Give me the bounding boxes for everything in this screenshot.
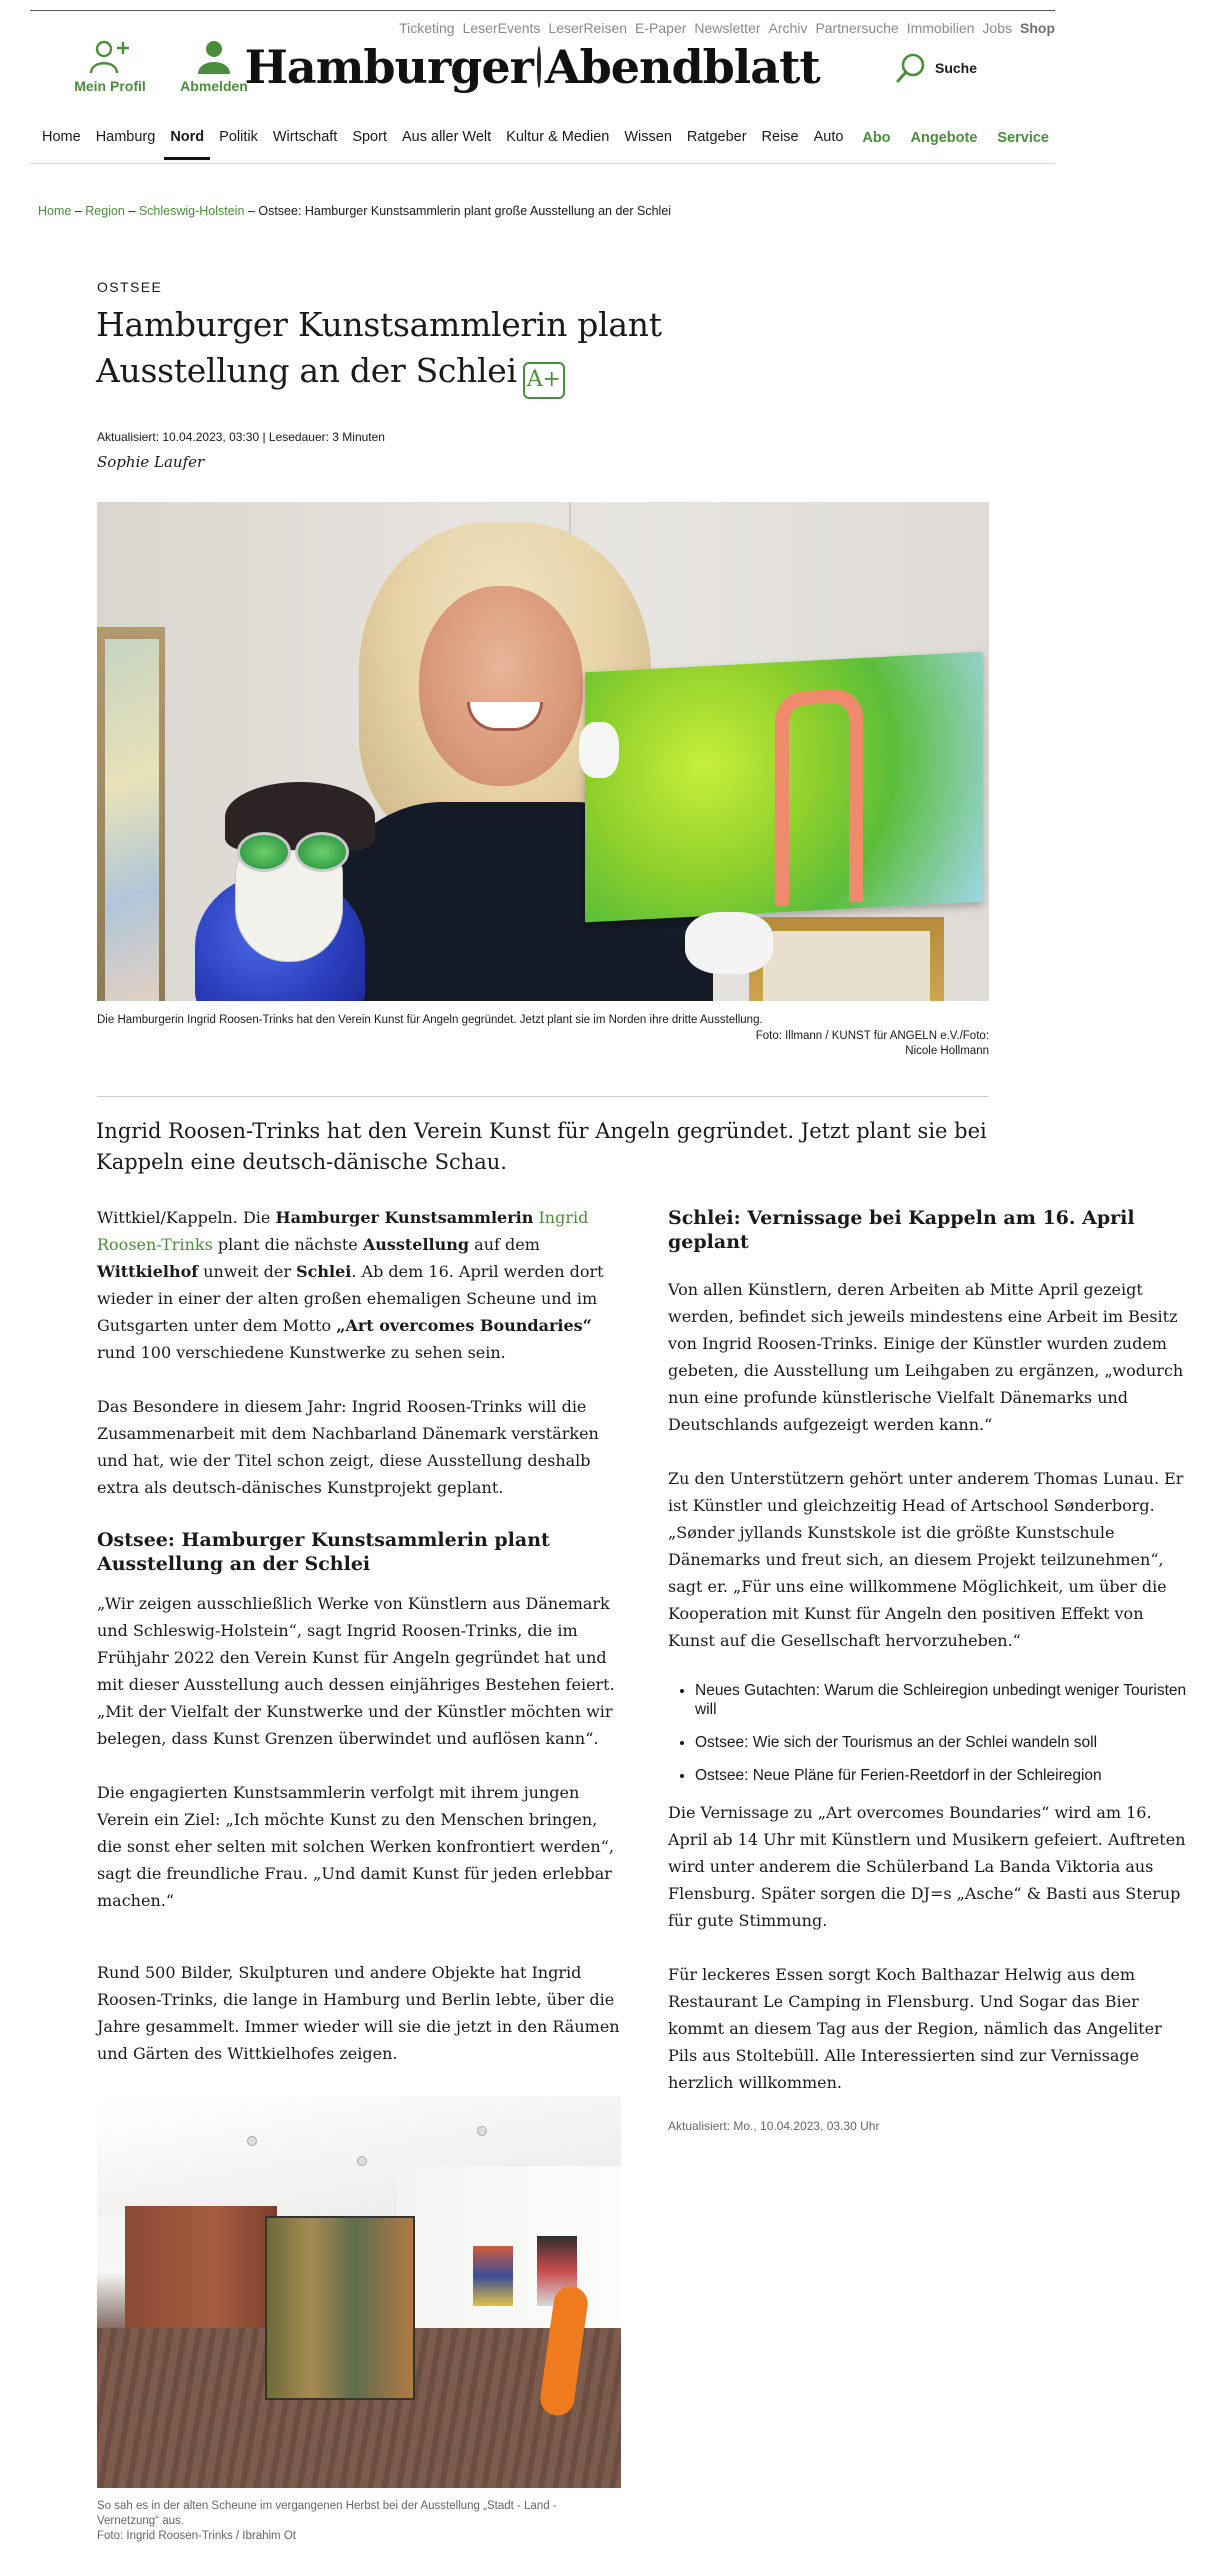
image-detail bbox=[579, 722, 619, 778]
headline-text: Hamburger Kunstsammlerin plant Ausstellung an der Schlei bbox=[96, 305, 662, 390]
article-author[interactable]: Sophie Laufer bbox=[97, 453, 205, 471]
text: auf dem bbox=[469, 1235, 540, 1254]
nav-item-shop[interactable]: Angebote bbox=[910, 130, 978, 146]
nav-divider bbox=[30, 163, 1055, 164]
breadcrumb-separator: – bbox=[74, 204, 82, 218]
user-plus-icon bbox=[89, 40, 131, 74]
caption-text: So sah es in der alten Scheune im vergangenen Herbst bei der Ausstellung „Stadt - Land - Vernetzung“ aus. bbox=[97, 2500, 557, 2527]
article-divider bbox=[97, 1096, 989, 1097]
article-meta: Aktualisiert: 10.04.2023, 03:30 | Lesedauer: 3 Minuten bbox=[97, 430, 385, 444]
service-nav-item[interactable]: Immobilien bbox=[906, 20, 975, 36]
breadcrumb-region[interactable]: Region bbox=[85, 204, 125, 218]
logo-text-right: Abendblatt bbox=[544, 40, 820, 94]
nav-item[interactable]: Reise bbox=[761, 129, 799, 145]
nav-item[interactable]: Kultur & Medien bbox=[506, 129, 610, 145]
text-bold: Schlei bbox=[296, 1262, 352, 1281]
text-bold: Hamburger Kunstsammlerin bbox=[275, 1208, 534, 1227]
breadcrumb-state[interactable]: Schleswig-Holstein bbox=[138, 204, 245, 218]
related-article-link[interactable]: • Ostsee: Wie sich der Tourismus an der Schlei wandeln soll bbox=[695, 1733, 1192, 1752]
text: Wittkiel/Kappeln. Die bbox=[97, 1208, 276, 1227]
image-detail bbox=[97, 627, 165, 1001]
nav-item[interactable]: Sport bbox=[352, 129, 387, 145]
text-bold: Ausstellung bbox=[362, 1235, 470, 1254]
logout-link[interactable] bbox=[176, 40, 252, 94]
related-article-link[interactable]: • Ostsee: Neue Pläne für Ferien-Reetdorf in der Schleiregion bbox=[695, 1766, 1192, 1785]
caption-credit: Foto: Ingrid Roosen-Trinks / Ibrahim Ot bbox=[97, 2530, 296, 2542]
paragraph: „Wir zeigen ausschließlich Werke von Künstlern aus Dänemark und Schleswig-Holstein“, sagt Ingrid Roosen-Trinks, die im Frühjahr 2022 den Verein Kunst für Angeln gegründet hat und mit dieser Ausstellung auch dessen einjähriges Bestehen feiert. „Mit der Vielfalt der Kunstwerke und der Künstler möchten wir belegen, dass Kunst Grenzen überwindet und auflösen kann“. bbox=[97, 1594, 615, 1748]
section-heading: Schlei: Vernissage bei Kappeln am 16. April geplant bbox=[668, 1207, 1135, 1253]
image-detail bbox=[419, 586, 583, 786]
image-detail bbox=[357, 2156, 367, 2166]
hero-caption: Die Hamburgerin Ingrid Roosen-Trinks hat den Verein Kunst für Angeln gegründet. Jetzt plant sie im Norden ihre dritte Ausstellung. bbox=[97, 1014, 763, 1026]
paragraph: Das Besondere in diesem Jahr: Ingrid Roosen-Trinks will die Zusammenarbeit mit dem Nachbarland Dänemark verstärken und hat, wie der Titel schon zeigt, diese Ausstellung deshalb extra als deutsch-dänisches Kunstprojekt geplant. bbox=[97, 1397, 599, 1497]
text-bold: „Art overcomes Boundaries“ bbox=[336, 1316, 592, 1335]
person-link[interactable]: Ingrid Roosen-Trinks bbox=[97, 1208, 589, 1254]
user-icon bbox=[194, 40, 234, 74]
nav-item-shop[interactable]: Service bbox=[997, 130, 1049, 146]
image-detail bbox=[125, 2206, 277, 2336]
main-nav-sections bbox=[36, 130, 852, 160]
image-detail bbox=[585, 652, 983, 923]
header-top-rule bbox=[30, 10, 1055, 11]
image-detail bbox=[265, 2216, 415, 2400]
service-nav-item[interactable]: E-Paper bbox=[635, 20, 687, 36]
site-logo[interactable] bbox=[244, 36, 820, 98]
breadcrumb bbox=[38, 204, 671, 218]
logo-seal-icon bbox=[537, 46, 541, 88]
service-nav-item[interactable]: LeserEvents bbox=[462, 20, 541, 36]
abendblatt-plus-icon: A+ bbox=[523, 362, 565, 399]
search-button[interactable] bbox=[895, 52, 977, 84]
article-body-right bbox=[668, 1204, 1192, 2140]
article-body-left bbox=[97, 1204, 621, 2094]
nav-item[interactable]: Hamburg bbox=[95, 129, 156, 145]
service-nav-item[interactable]: Partnersuche bbox=[815, 20, 899, 36]
updated-timestamp: Aktualisiert: Mo., 10.04.2023, 03.30 Uhr bbox=[668, 2119, 880, 2133]
nav-item[interactable]: Ratgeber bbox=[686, 129, 747, 145]
image-detail bbox=[477, 2126, 487, 2136]
breadcrumb-home[interactable]: Home bbox=[38, 204, 72, 218]
related-articles-list bbox=[668, 1681, 1192, 1785]
service-nav-item[interactable]: Shop bbox=[1020, 20, 1055, 36]
article-teaser: Ingrid Roosen-Trinks hat den Verein Kunst für Angeln gegründet. Jetzt plant sie bei Kappeln eine deutsch-dänische Schau. bbox=[96, 1119, 987, 1174]
breadcrumb-separator: – bbox=[247, 204, 255, 218]
nav-item[interactable]: Nord bbox=[164, 130, 210, 160]
section-heading: Ostsee: Hamburger Kunstsammlerin plant Ausstellung an der Schlei bbox=[97, 1529, 550, 1575]
breadcrumb-separator: – bbox=[128, 204, 136, 218]
image-detail bbox=[685, 912, 773, 974]
paragraph: Für leckeres Essen sorgt Koch Balthazar Helwig aus dem Restaurant Le Camping in Flensburg. Und Sogar das Bier kommt an diesem Tag aus der Region, nämlich das Angeliter Pils aus Stoltebüll. Alle Interessierten sind zur Vernissage herzlich willkommen. bbox=[668, 1965, 1162, 2092]
nav-item[interactable]: Wirtschaft bbox=[272, 129, 338, 145]
nav-item[interactable]: Auto bbox=[813, 129, 844, 145]
barn-image-caption bbox=[97, 2499, 621, 2544]
nav-item-shop[interactable]: Abo bbox=[862, 130, 891, 146]
text: unweit der bbox=[198, 1262, 297, 1281]
image-detail bbox=[473, 2246, 513, 2306]
breadcrumb-current: Ostsee: Hamburger Kunstsammlerin plant große Ausstellung an der Schlei bbox=[258, 204, 672, 218]
paragraph: Die engagierten Kunstsammlerin verfolgt mit ihrem jungen Verein ein Ziel: „Ich möchte Kunst zu den Menschen bringen, die sonst eher selten mit solchen Werken konfrontiert werden“, sagt die freundliche Frau. „Und damit Kunst für jeden erlebbar machen.“ bbox=[97, 1783, 614, 1910]
profile-label: Mein Profil bbox=[74, 78, 146, 94]
service-nav-item[interactable]: Ticketing bbox=[399, 20, 455, 36]
nav-item[interactable]: Aus aller Welt bbox=[401, 129, 492, 145]
barn-exhibition-image[interactable] bbox=[97, 2096, 621, 2488]
image-detail bbox=[195, 792, 385, 1001]
service-nav-item[interactable]: Archiv bbox=[768, 20, 808, 36]
hero-credit: Foto: Illmann / KUNST für ANGELN e.V./Foto: Nicole Hollmann bbox=[755, 1030, 989, 1057]
paragraph bbox=[97, 1204, 621, 1366]
search-label: Suche bbox=[935, 60, 978, 76]
nav-item[interactable]: Politik bbox=[219, 129, 258, 145]
main-nav-shop bbox=[862, 130, 1049, 146]
nav-item[interactable]: Home bbox=[42, 129, 81, 145]
article-headline bbox=[96, 302, 736, 399]
service-nav-item[interactable]: LeserReisen bbox=[548, 20, 628, 36]
text: plant die nächste bbox=[212, 1235, 363, 1254]
paragraph: Rund 500 Bilder, Skulpturen und andere Objekte hat Ingrid Roosen-Trinks, die lange in Hamburg und Berlin lebte, über die Jahre gesammelt. Immer wieder will sie die jetzt in den Räumen und Gärten des Wittkielhofes zeigen. bbox=[97, 1963, 620, 2063]
paragraph: Von allen Künstlern, deren Arbeiten ab Mitte April gezeigt werden, befindet sich jeweils mindestens eine Arbeit im Besitz von Ingrid Roosen-Trinks. Einige der Künstler wurden zudem gebeten, die Ausstellung um Leihgaben zu ergänzen, „wodurch nun eine profunde künstlerische Vielfalt Dänemarks und Deutschlands aufgezeigt werden kann.“ bbox=[668, 1280, 1184, 1434]
service-nav-item[interactable]: Jobs bbox=[982, 20, 1012, 36]
text: . Ab dem 16. April werden dort wieder in einer der alten großen ehemaligen Scheune und im Gutsgarten unter dem Motto bbox=[97, 1262, 604, 1335]
main-nav bbox=[30, 126, 1055, 162]
service-nav bbox=[372, 20, 1055, 36]
hero-image[interactable] bbox=[97, 502, 989, 1001]
logout-label: Abmelden bbox=[180, 78, 248, 94]
nav-item[interactable]: Wissen bbox=[624, 129, 672, 145]
image-detail bbox=[247, 2136, 257, 2146]
service-nav-item[interactable]: Newsletter bbox=[694, 20, 761, 36]
text-bold: Wittkielhof bbox=[97, 1262, 199, 1281]
paragraph: Zu den Unterstützern gehört unter anderem Thomas Lunau. Er ist Künstler und gleichzeitig Head of Artschool Sønderborg. „Sønder jyllands Kunstskole ist die größte Kunstschule Dänemarks und freut sich, an diesem Projekt teilzunehmen“, sagt er. „Für uns eine willkommene Möglichkeit, um über die Kooperation mit Kunst für Angeln den positiven Effekt von Kunst auf die Gesellschaft hervorzuheben.“ bbox=[668, 1469, 1184, 1650]
article-kicker: OSTSEE bbox=[97, 279, 163, 295]
image-detail bbox=[749, 917, 944, 1001]
search-icon bbox=[895, 52, 927, 84]
profile-link[interactable] bbox=[72, 40, 148, 94]
text: rund 100 verschiedene Kunstwerke zu sehen sein. bbox=[97, 1343, 506, 1362]
logo-text-left: Hamburger bbox=[244, 40, 533, 94]
related-article-link[interactable]: • Neues Gutachten: Warum die Schleiregion unbedingt weniger Touristen will bbox=[695, 1681, 1192, 1719]
paragraph: Die Vernissage zu „Art overcomes Boundaries“ wird am 16. April ab 14 Uhr mit Künstlern und Musikern gefeiert. Auftreten wird unter anderem die Schülerband La Banda Viktoria aus Flensburg. Später sorgen die DJ=s „Asche“ & Basti aus Sterup für gute Stimmung. bbox=[668, 1803, 1186, 1930]
